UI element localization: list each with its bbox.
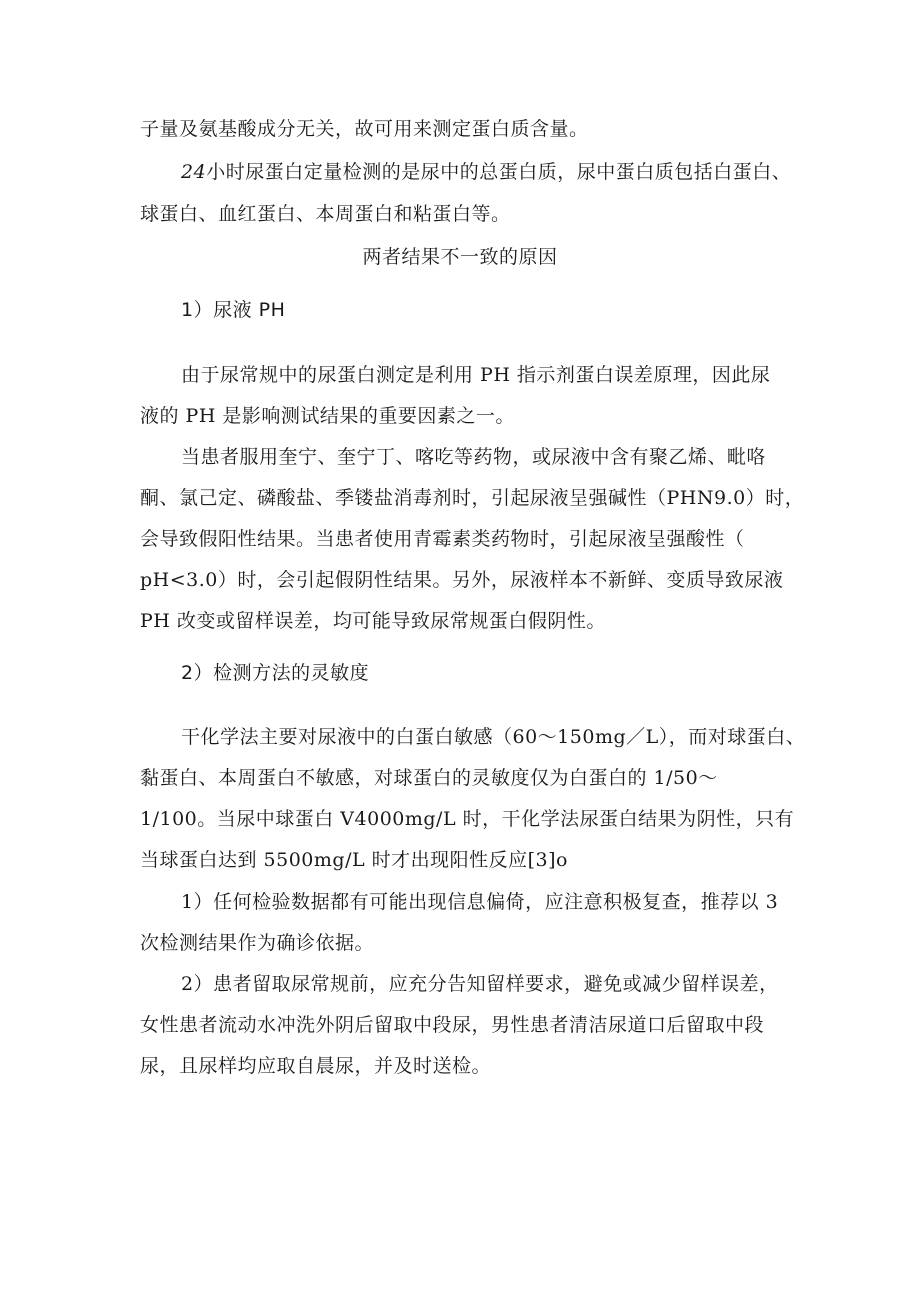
paragraph-line: 液的 PH 是影响测试结果的重要因素之一。 bbox=[140, 405, 515, 427]
paragraph-line: 黏蛋白、本周蛋白不敏感，对球蛋白的灵敏度仅为白蛋白的 1/50～ bbox=[140, 767, 718, 789]
paragraph-line: 干化学法主要对尿液中的白蛋白敏感（60～150mg／L），而对球蛋白、 bbox=[181, 726, 806, 748]
paragraph-line: 当球蛋白达到 5500mg/L 时才出现阳性反应[3]o bbox=[140, 849, 568, 871]
paragraph-line: 由于尿常规中的尿蛋白测定是利用 PH 指示剂蛋白误差原理，因此尿 bbox=[181, 364, 771, 386]
paragraph-line: PH 改变或留样误差，均可能导致尿常规蛋白假阴性。 bbox=[140, 610, 606, 632]
paragraph-line: 球蛋白、血红蛋白、本周蛋白和粘蛋白等。 bbox=[140, 203, 511, 225]
paragraph-line: 子量及氨基酸成分无关，故可用来测定蛋白质含量。 bbox=[140, 118, 589, 140]
paragraph-text: 小时尿蛋白定量检测的是尿中的总蛋白质，尿中蛋白质包括白蛋白、 bbox=[206, 161, 792, 183]
paragraph-line: 1/100。当尿中球蛋白 V4000mg/L 时，干化学法尿蛋白结果为阴性，只有 bbox=[140, 808, 795, 830]
subheading-sensitivity: 2）检测方法的灵敏度 bbox=[181, 662, 370, 684]
paragraph-line: 会导致假阳性结果。当患者使用青霉素类药物时，引起尿液呈强酸性（ bbox=[140, 528, 745, 550]
paragraph-line: pH<3.0）时，会引起假阴性结果。另外，尿液样本不新鲜、变质导致尿液 bbox=[140, 569, 784, 591]
subheading-ph: 1）尿液 PH bbox=[181, 299, 286, 321]
paragraph-line bbox=[181, 159, 791, 185]
number-24: 24 bbox=[181, 161, 207, 183]
section-title: 两者结果不一致的原因 bbox=[362, 246, 558, 268]
paragraph-line: 女性患者流动水冲洗外阴后留取中段尿，男性患者清洁尿道口后留取中段 bbox=[140, 1014, 765, 1036]
paragraph-line: 当患者服用奎宁、奎宁丁、喀吃等药物，或尿液中含有聚乙烯、毗咯 bbox=[181, 446, 767, 468]
paragraph-line: 次检测结果作为确诊依据。 bbox=[140, 932, 375, 954]
paragraph-line: 1）任何检验数据都有可能出现信息偏倚，应注意积极复查，推荐以 3 bbox=[181, 891, 779, 913]
paragraph-line: 2）患者留取尿常规前，应充分告知留样要求，避免或减少留样误差， bbox=[181, 973, 779, 995]
paragraph-line: 尿，且尿样均应取自晨尿，并及时送检。 bbox=[140, 1055, 492, 1077]
paragraph-line: 酮、氯己定、磷酸盐、季镂盐消毒剂时，引起尿液呈强碱性（PHN9.0）时， bbox=[140, 487, 805, 509]
